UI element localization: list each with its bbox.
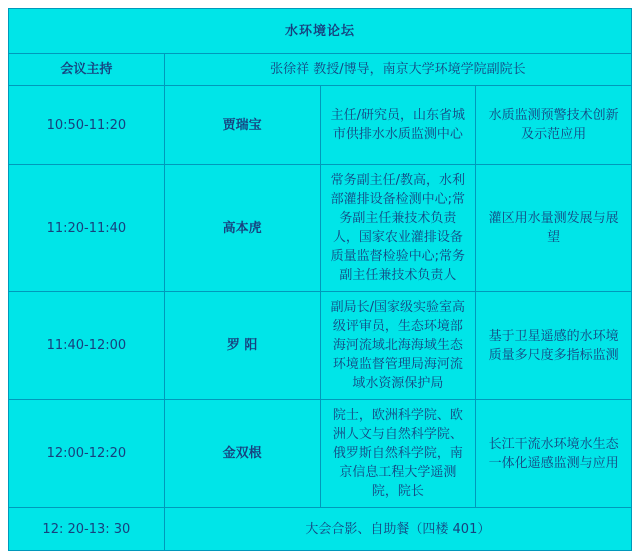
footer-text: 大会合影、自助餐（四楼 401）	[164, 508, 631, 551]
table-row	[9, 86, 632, 165]
speaker-role: 主任/研究员，山东省城市供排水水质监测中心	[320, 86, 476, 165]
page-title: 水环境论坛	[9, 9, 632, 54]
session-topic: 水质监测预警技术创新及示范应用	[476, 86, 632, 165]
speaker-name: 罗 阳	[164, 292, 320, 400]
speaker-role: 院士，欧洲科学院、欧洲人文与自然科学院、俄罗斯自然科学院，南京信息工程大学遥测院，院长	[320, 400, 476, 508]
speaker-name: 高本虎	[164, 165, 320, 292]
table-row	[9, 165, 632, 292]
footer-time: 12: 20-13: 30	[9, 508, 165, 551]
speaker-role: 常务副主任/教高，水利部灌排设备检测中心;常务副主任兼技术负责人，国家农业灌排设备质量监督检验中心;常务副主任兼技术负责人	[320, 165, 476, 292]
host-label: 会议主持	[9, 54, 165, 86]
session-time: 10:50-11:20	[9, 86, 165, 165]
host-row	[9, 54, 632, 86]
session-topic: 灌区用水量测发展与展望	[476, 165, 632, 292]
footer-row	[9, 508, 632, 551]
host-value: 张徐祥 教授/博导，南京大学环境学院副院长	[164, 54, 631, 86]
agenda-table	[8, 8, 632, 551]
session-time: 11:20-11:40	[9, 165, 165, 292]
session-topic: 长江干流水环境水生态一体化遥感监测与应用	[476, 400, 632, 508]
agenda-sheet	[8, 8, 632, 551]
speaker-name: 金双根	[164, 400, 320, 508]
table-row	[9, 292, 632, 400]
session-time: 11:40-12:00	[9, 292, 165, 400]
speaker-name: 贾瑞宝	[164, 86, 320, 165]
speaker-role: 副局长/国家级实验室高级评审员，生态环境部海河流域北海海域生态环境监督管理局海河流域水资源保护局	[320, 292, 476, 400]
title-row	[9, 9, 632, 54]
session-time: 12:00-12:20	[9, 400, 165, 508]
session-topic: 基于卫星遥感的水环境质量多尺度多指标监测	[476, 292, 632, 400]
table-row	[9, 400, 632, 508]
